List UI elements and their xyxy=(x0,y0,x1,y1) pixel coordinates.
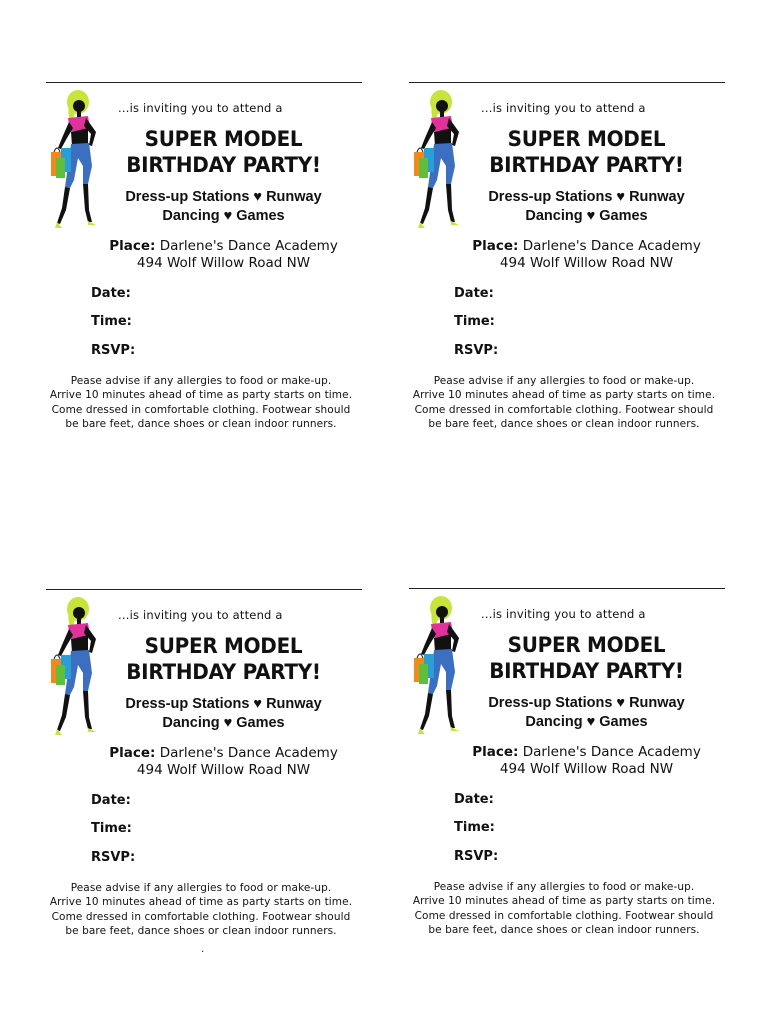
place-block xyxy=(86,745,361,779)
note-line: Arrive 10 minutes ahead of time as party starts on time. xyxy=(49,389,353,402)
activities-line-2: Dancing ♥ Games xyxy=(162,208,285,224)
note-line: Arrive 10 minutes ahead of time as party starts on time. xyxy=(49,896,353,909)
invite-text: ...is inviting you to attend a xyxy=(481,101,646,115)
time-label: Time: xyxy=(91,821,132,836)
note-line: be bare feet, dance shoes or clean indoor runners. xyxy=(65,417,337,430)
place-label: Place: xyxy=(472,744,519,760)
title-line-2: BIRTHDAY PARTY! xyxy=(489,153,684,177)
rsvp-label: RSVP: xyxy=(91,850,136,865)
title-line-1: SUPER MODEL xyxy=(507,127,666,151)
place-name: Darlene's Dance Academy xyxy=(522,744,701,760)
rsvp-label: RSVP: xyxy=(454,343,499,358)
time-label: Time: xyxy=(454,820,495,835)
divider-line xyxy=(409,588,725,589)
place-block xyxy=(449,238,724,272)
note-line: be bare feet, dance shoes or clean indoor runners. xyxy=(428,417,700,430)
address: 494 Wolf Willow Road NW xyxy=(136,762,311,778)
party-title xyxy=(93,633,354,685)
divider-line xyxy=(46,589,362,590)
note-line: Pease advise if any allergies to food or make-up. xyxy=(433,881,695,893)
title-line-2: BIRTHDAY PARTY! xyxy=(126,153,321,177)
activities-line-1: Dress-up Stations ♥ Runway xyxy=(125,189,322,205)
invitation-card xyxy=(46,82,366,522)
notes xyxy=(399,880,729,937)
title-line-1: SUPER MODEL xyxy=(507,633,666,657)
activities xyxy=(449,694,724,732)
note-line: Come dressed in comfortable clothing. Footwear should xyxy=(414,909,714,922)
note-line: be bare feet, dance shoes or clean indoor runners. xyxy=(428,923,700,936)
party-title xyxy=(93,126,354,178)
note-line: Pease advise if any allergies to food or make-up. xyxy=(70,375,332,387)
title-line-1: SUPER MODEL xyxy=(144,127,303,151)
notes xyxy=(36,374,366,431)
place-label: Place: xyxy=(472,238,519,254)
divider-line xyxy=(409,82,725,83)
note-line: Arrive 10 minutes ahead of time as party starts on time. xyxy=(412,389,716,402)
title-line-2: BIRTHDAY PARTY! xyxy=(489,659,684,683)
note-line: Come dressed in comfortable clothing. Footwear should xyxy=(51,910,351,923)
note-line: Pease advise if any allergies to food or make-up. xyxy=(433,375,695,387)
activities-line-2: Dancing ♥ Games xyxy=(162,715,285,731)
note-line: Come dressed in comfortable clothing. Footwear should xyxy=(51,403,351,416)
rsvp-label: RSVP: xyxy=(91,343,136,358)
date-label: Date: xyxy=(454,792,494,807)
address: 494 Wolf Willow Road NW xyxy=(499,255,674,271)
note-line: Pease advise if any allergies to food or make-up. xyxy=(70,882,332,894)
title-line-2: BIRTHDAY PARTY! xyxy=(126,660,321,684)
trailing-mark: . xyxy=(201,944,205,955)
invite-text: ...is inviting you to attend a xyxy=(118,101,283,115)
activities-line-1: Dress-up Stations ♥ Runway xyxy=(488,189,685,205)
date-label: Date: xyxy=(91,286,131,301)
place-label: Place: xyxy=(109,238,156,254)
time-label: Time: xyxy=(454,314,495,329)
note-line: Come dressed in comfortable clothing. Footwear should xyxy=(414,403,714,416)
place-label: Place: xyxy=(109,745,156,761)
activities-line-2: Dancing ♥ Games xyxy=(525,714,648,730)
invite-text: ...is inviting you to attend a xyxy=(118,608,283,622)
date-label: Date: xyxy=(91,793,131,808)
note-line: be bare feet, dance shoes or clean indoor runners. xyxy=(65,924,337,937)
date-label: Date: xyxy=(454,286,494,301)
activities xyxy=(86,188,361,226)
time-label: Time: xyxy=(91,314,132,329)
note-line: Arrive 10 minutes ahead of time as party starts on time. xyxy=(412,895,716,908)
activities-line-1: Dress-up Stations ♥ Runway xyxy=(488,695,685,711)
invitation-card xyxy=(46,589,366,1029)
notes xyxy=(399,374,729,431)
activities-line-1: Dress-up Stations ♥ Runway xyxy=(125,696,322,712)
invitation-card xyxy=(409,588,729,1028)
place-name: Darlene's Dance Academy xyxy=(159,745,338,761)
notes xyxy=(36,881,366,938)
party-title xyxy=(456,632,717,684)
rsvp-label: RSVP: xyxy=(454,849,499,864)
address: 494 Wolf Willow Road NW xyxy=(499,761,674,777)
place-name: Darlene's Dance Academy xyxy=(522,238,701,254)
invitation-card xyxy=(409,82,729,522)
address: 494 Wolf Willow Road NW xyxy=(136,255,311,271)
party-title xyxy=(456,126,717,178)
title-line-1: SUPER MODEL xyxy=(144,634,303,658)
activities-line-2: Dancing ♥ Games xyxy=(525,208,648,224)
place-name: Darlene's Dance Academy xyxy=(159,238,338,254)
activities xyxy=(86,695,361,733)
activities xyxy=(449,188,724,226)
place-block xyxy=(86,238,361,272)
place-block xyxy=(449,744,724,778)
divider-line xyxy=(46,82,362,83)
invite-text: ...is inviting you to attend a xyxy=(481,607,646,621)
